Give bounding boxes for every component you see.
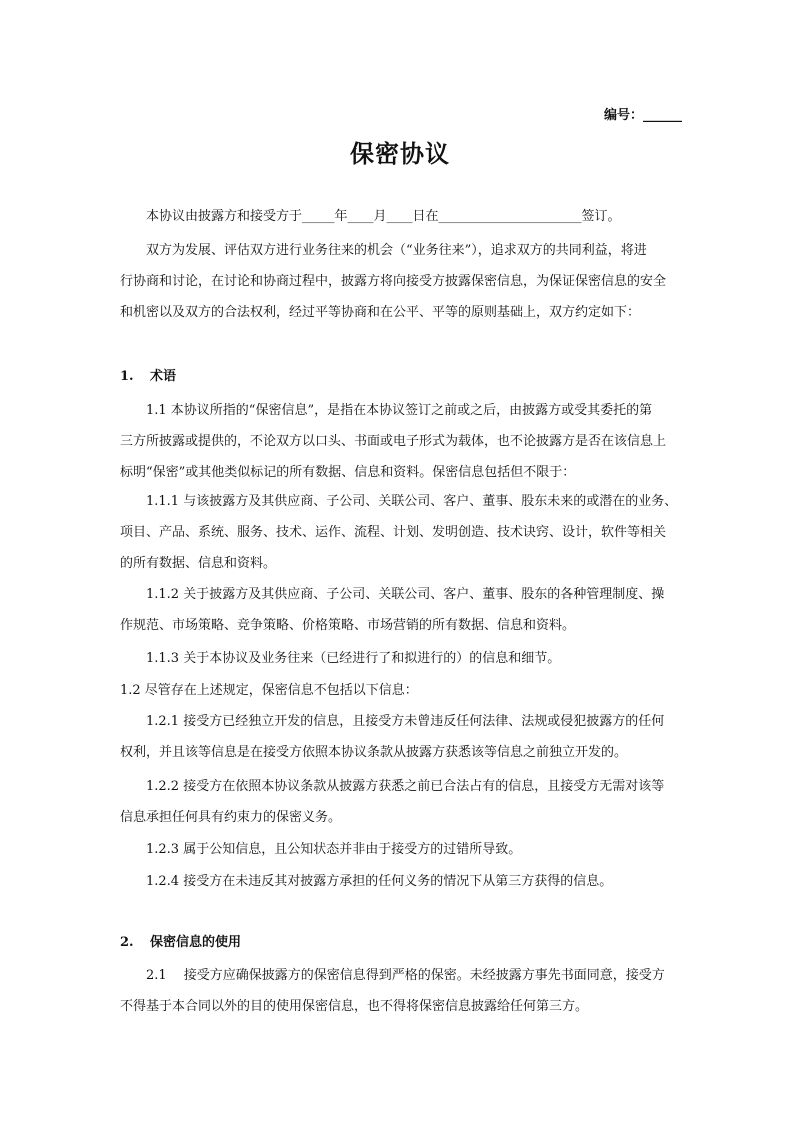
clause-1-1-1-line-2: 项目、产品、系统、服务、技术、运作、流程、计划、发明创造、技术诀窍、设计，软件等相关 — [120, 525, 667, 540]
section-1-heading — [120, 367, 685, 387]
clause-1-1-1-line-1: 1.1.1 与该披露方及其供应商、子公司、关联公司、客户、董事、股东未来的或潜在的业务、 — [146, 494, 678, 509]
document-number: 编号：______ — [603, 108, 682, 123]
intro-purpose-paragraph — [120, 235, 685, 328]
clause-1-1-line-3: 标明“保密”或其他类似标记的所有数据、信息和资料。保密信息包括但不限于： — [120, 465, 576, 480]
intro-purpose-line-2: 行协商和讨论，在讨论和协商过程中，披露方将向接受方披露保密信息，为保证保密信息的安全 — [120, 274, 667, 289]
clause-1-2-2-line-1: 1.2.2 接受方在依照本协议条款从披露方获悉之前已合法占有的信息，且接受方无需对该等 — [146, 779, 665, 794]
section-2-title: 保密信息的使用 — [150, 935, 242, 950]
clause-1-1-line-1: 1.1 本协议所指的“保密信息”，是指在本协议签订之前或之后，由披露方或受其委托的第 — [146, 403, 653, 418]
clause-1-2-2-line-2: 信息承担任何具有约束力的保密义务。 — [120, 810, 342, 825]
intro-agreement-line: 本协议由披露方和接受方于_____年____月____日在______________________签订。 — [146, 209, 621, 224]
clause-1-1-2-line-1: 1.1.2 关于披露方及其供应商、子公司、关联公司、客户、董事、股东的各种管理制度、操 — [146, 587, 665, 602]
clause-1-1 — [120, 395, 685, 488]
clause-2-1-line-2: 不得基于本合同以外的目的使用保密信息，也不得将保密信息披露给任何第三方。 — [120, 999, 589, 1014]
clause-1-2-3-line-1: 1.2.3 属于公知信息，且公知状态并非由于接受方的过错所导致。 — [146, 842, 522, 857]
section-2-number: 2. — [120, 935, 134, 950]
clause-1-1-line-2: 三方所披露或提供的，不论双方以口头、书面或电子形式为载体，也不论披露方是否在该信息上 — [120, 434, 667, 449]
clause-1-1-2 — [120, 579, 685, 641]
clause-1-1-1-line-3: 的所有数据、信息和资料。 — [120, 556, 277, 571]
clause-1-2-4 — [120, 866, 685, 897]
section-2-heading — [120, 933, 685, 953]
clause-2-1-line-1: 2.1 接受方应确保披露方的保密信息得到严格的保密。未经披露方事先书面同意，接受方 — [146, 968, 665, 983]
clause-1-1-1 — [120, 486, 685, 579]
clause-1-2-1-line-2: 权利，并且该等信息是在接受方依照本协议条款从披露方获悉该等信息之前独立开发的。 — [120, 745, 628, 760]
clause-2-1 — [120, 960, 685, 1022]
clause-1-2-1 — [120, 706, 685, 768]
intro-purpose-line-3: 和机密以及双方的合法权利，经过平等协商和在公平、平等的原则基础上，双方约定如下： — [120, 305, 641, 320]
clause-1-2-line-1: 1.2 尽管存在上述规定，保密信息不包括以下信息： — [120, 683, 418, 698]
intro-purpose-line-1: 双方为发展、评估双方进行业务往来的机会（“业务往来”），追求双方的共同利益，将进 — [146, 243, 647, 258]
section-1-number: 1. — [120, 369, 134, 384]
clause-1-2-1-line-1: 1.2.1 接受方已经独立开发的信息，且接受方未曾违反任何法律、法规或侵犯披露方的任何 — [146, 714, 665, 729]
section-1-title: 术语 — [150, 369, 177, 384]
clause-1-2-4-line-1: 1.2.4 接受方在未违反其对披露方承担的任何义务的情况下从第三方获得的信息。 — [146, 874, 613, 889]
clause-1-1-3 — [120, 643, 685, 674]
clause-1-2-2 — [120, 771, 685, 833]
clause-1-1-2-line-2: 作规范、市场策略、竞争策略、价格策略、市场营销的所有数据、信息和资料。 — [120, 618, 576, 633]
clause-1-2 — [120, 675, 685, 706]
clause-1-1-3-line-1: 1.1.3 关于本协议及业务往来（已经进行了和拟进行的）的信息和细节。 — [146, 651, 561, 666]
clause-1-2-3 — [120, 834, 685, 865]
intro-agreement-paragraph — [120, 201, 685, 232]
document-title: 保密协议 — [350, 139, 450, 168]
